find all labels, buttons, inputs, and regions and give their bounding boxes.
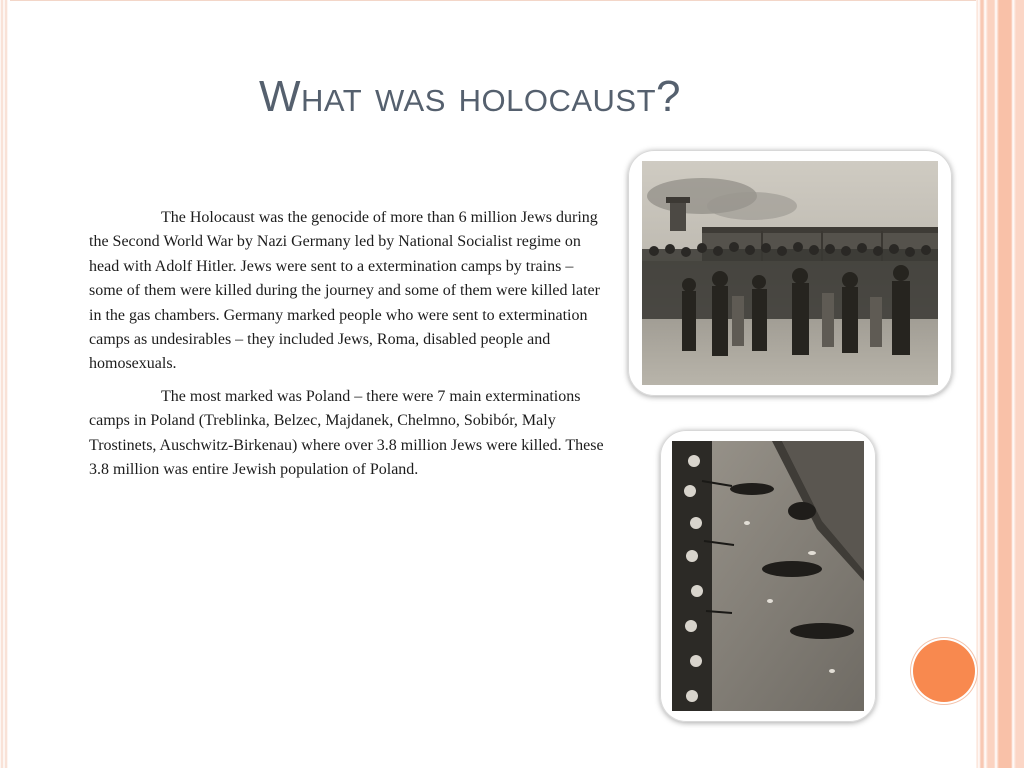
crowd-railway-image xyxy=(642,161,938,385)
decorative-circle xyxy=(913,640,975,702)
paragraph-1: The Holocaust was the genocide of more than 6 million Jews during the Second World War by Nazi Germany led by National Socialist regime on head with Adolf Hitler. Jews were sent to a extermination camps by trains – some of them were killed during the journey and some of them were killed later in the gas chambers. Germany marked people who were sent to extermination camps as undesirables – they included Jews, Roma, disabled people and homosexuals. xyxy=(89,209,600,373)
slide-body xyxy=(89,206,609,490)
right-border-stripes xyxy=(976,0,1024,768)
paragraph-2: The most marked was Poland – there were 7 main exterminations camps in Poland (Treblinka, Belzec, Majdanek, Chelmno, Sobibór, Maly Trostinets, Auschwitz-Birkenau) where over 3.8 million Jews were killed. These 3.8 million was entire Jewish population of Poland. xyxy=(89,387,604,479)
execution-scene-image xyxy=(672,441,864,711)
execution-scene-photo xyxy=(660,430,876,722)
top-rule xyxy=(10,0,976,1)
left-border-decoration xyxy=(0,0,10,768)
crowd-railway-photo xyxy=(628,150,952,396)
slide-title: What was holocaust? xyxy=(258,72,682,121)
